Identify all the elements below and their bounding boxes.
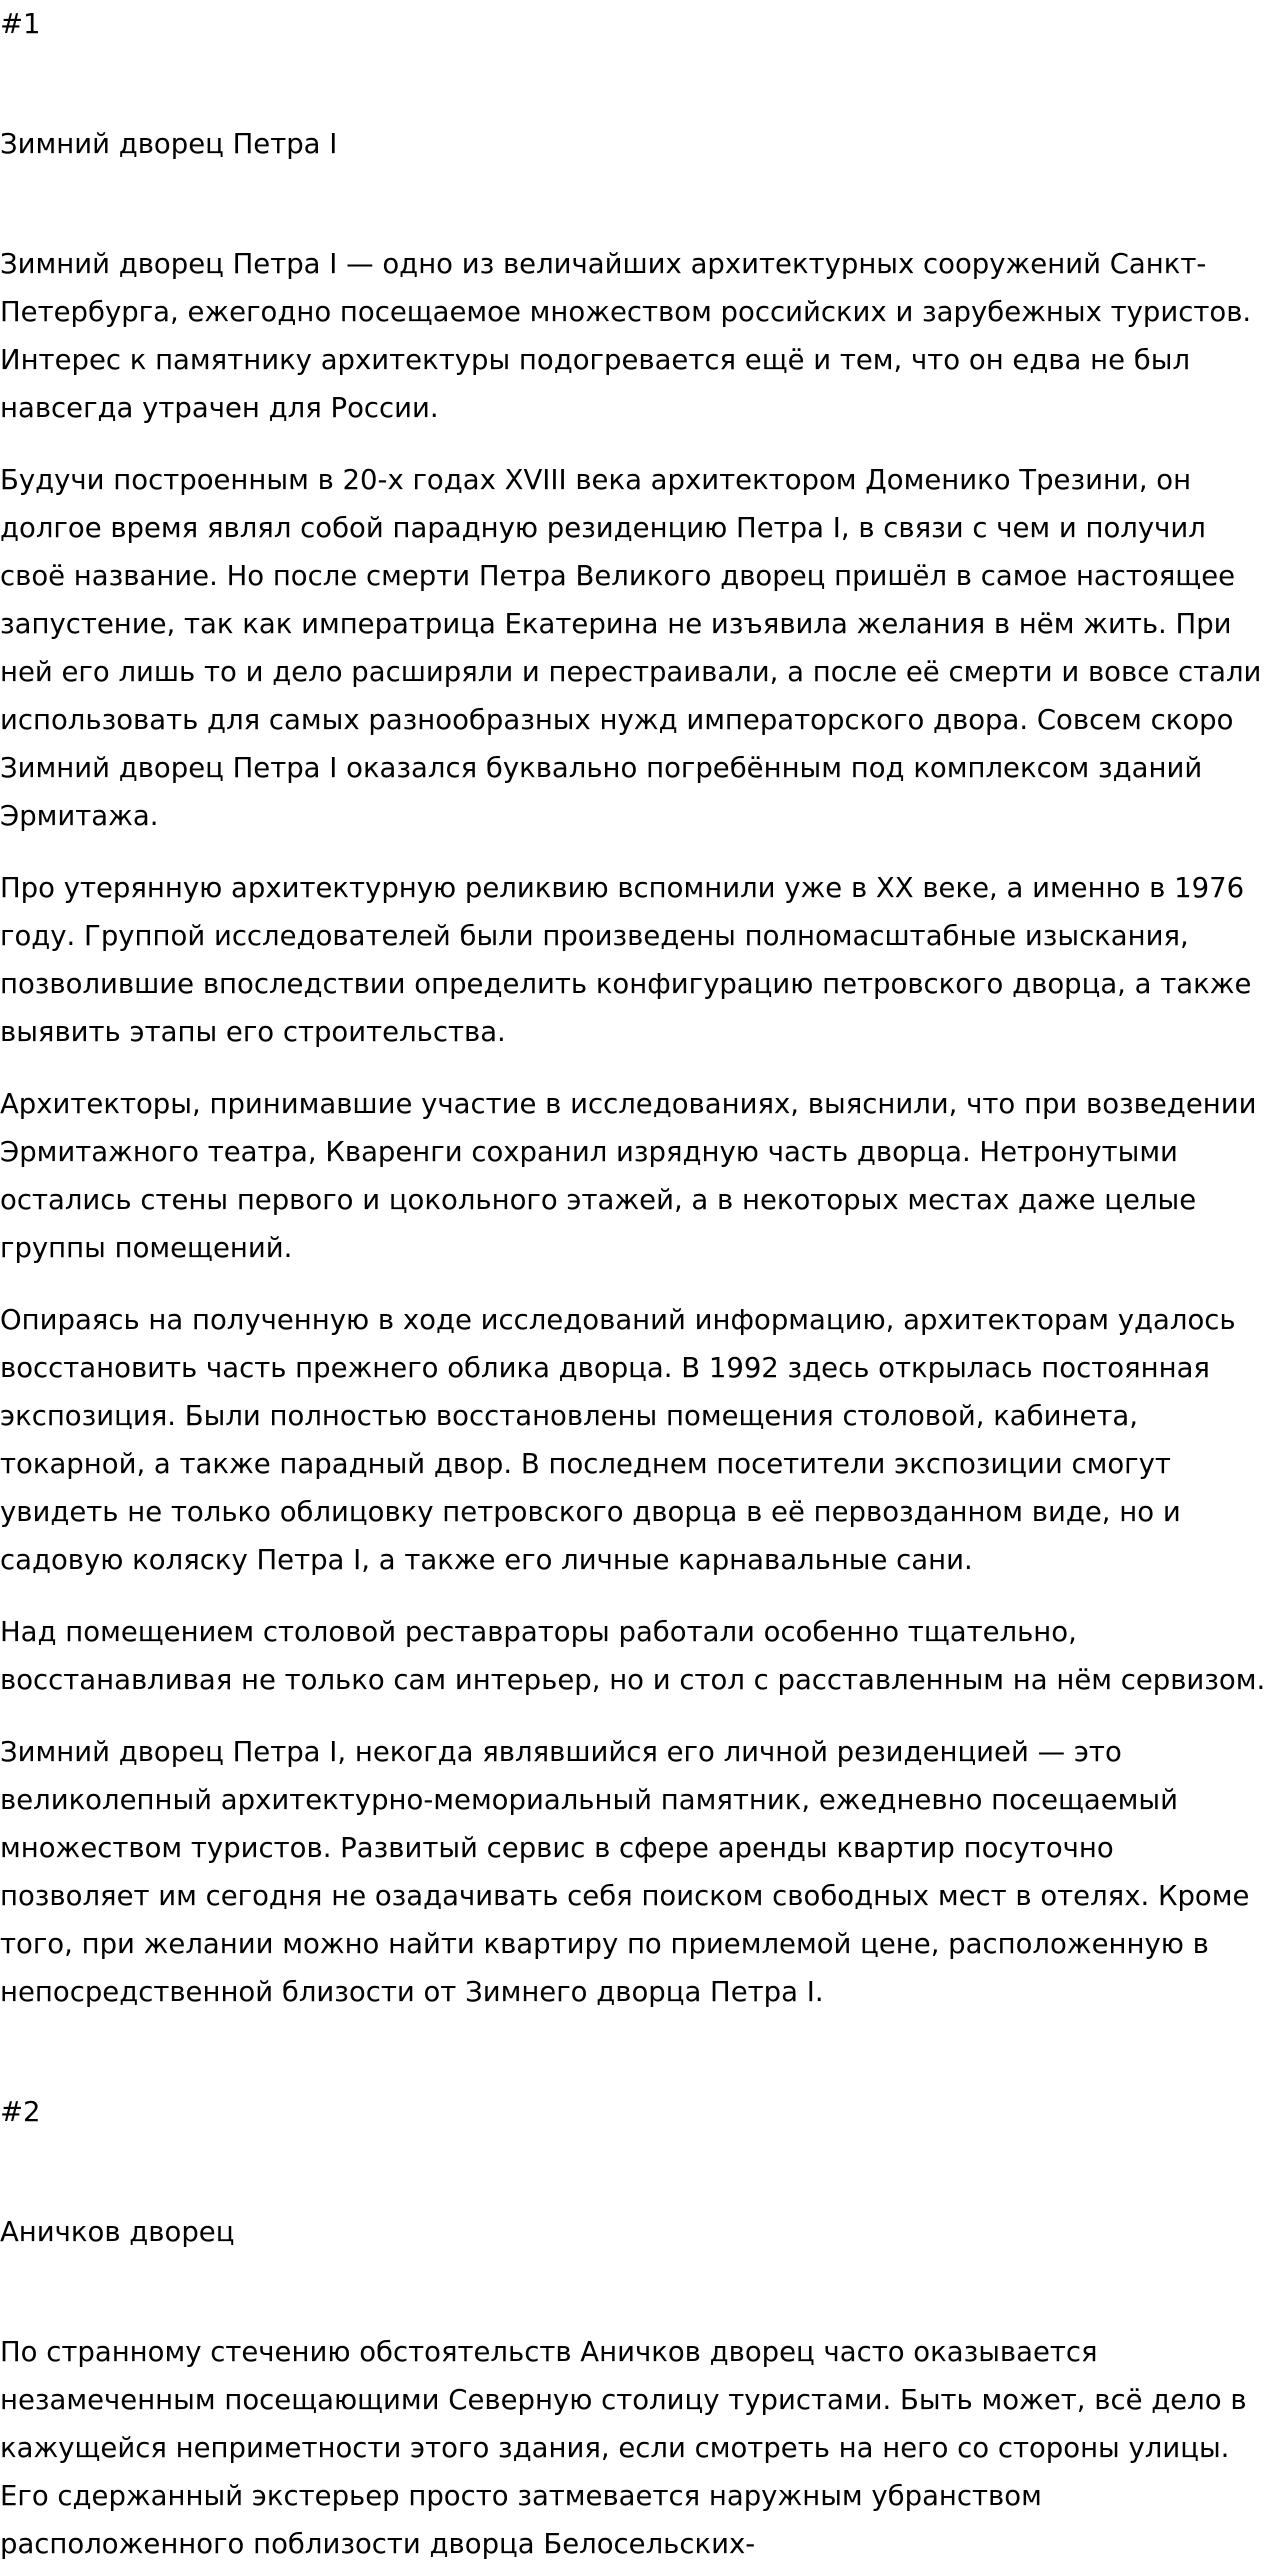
paragraph: Над помещением столовой реставраторы работали особенно тщательно, восстанавливая не только сам интерьер, но и стол с расставленным на нём сервизом. bbox=[0, 1616, 1266, 1696]
section-2 bbox=[0, 2088, 1270, 2568]
section-title: Аничков дворец bbox=[0, 2216, 235, 2248]
paragraph: Архитекторы, принимавшие участие в исследованиях, выяснили, что при возведении Эрмитажного театра, Кваренги сохранил изрядную часть дворца. Нетронутыми остались стены первого и цокольного этажей, а в некоторых местах даже целые группы помещений. bbox=[0, 1088, 1257, 1264]
paragraph: Зимний дворец Петра I, некогда являвшийся его личной резиденцией — это великолепный архитектурно-мемориальный памятник, ежедневно посещаемый множеством туристов. Развитый сервис в сфере аренды квартир посуточно позволяет им сегодня не озадачивать себя поиском свободных мест в отелях. Кроме того, при желании можно найти квартиру по приемлемой цене, расположенную в непосредственной близости от Зимнего дворца Петра I. bbox=[0, 1736, 1250, 2008]
paragraph: Будучи построенным в 20-х годах XVIII века архитектором Доменико Трезини, он долгое время являл собой парадную резиденцию Петра I, в связи с чем и получил своё название. Но после смерти Петра Великого дворец пришёл в самое настоящее запустение, так как императрица Екатерина не изъявила желания в нём жить. При ней его лишь то и дело расширяли и перестраивали, а после её смерти и вовсе стали использовать для самых разнообразных нужд императорского двора. Совсем скоро Зимний дворец Петра I оказался буквально погребённым под комплексом зданий Эрмитажа. bbox=[0, 464, 1262, 832]
paragraph: Опираясь на полученную в ходе исследований информацию, архитекторам удалось восстановить часть прежнего облика дворца. В 1992 здесь открылась постоянная экспозиция. Были полностью восстановлены помещения столовой, кабинета, токарной, а также парадный двор. В последнем посетители экспозиции смогут увидеть не только облицовку петровского дворца в её первозданном виде, но и садовую коляску Петра I, а также его личные карнавальные сани. bbox=[0, 1304, 1236, 1576]
section-number: #1 bbox=[0, 8, 41, 40]
section-title: Зимний дворец Петра I bbox=[0, 128, 338, 160]
paragraph: Про утерянную архитектурную реликвию вспомнили уже в XX веке, а именно в 1976 году. Группой исследователей были произведены полномасштабные изыскания, позволившие впоследствии определить конфигурацию петровского дворца, а также выявить этапы его строительства. bbox=[0, 872, 1252, 1048]
paragraph: Зимний дворец Петра I — одно из величайших архитектурных сооружений Санкт-Петербурга, ежегодно посещаемое множеством российских и зарубежных туристов. Интерес к памятнику архитектуры подогревается ещё и тем, что он едва не был навсегда утрачен для России. bbox=[0, 248, 1252, 424]
section-number: #2 bbox=[0, 2096, 41, 2128]
paragraph: По странному стечению обстоятельств Аничков дворец часто оказывается незамеченным посещающими Северную столицу туристами. Быть может, всё дело в кажущейся неприметности этого здания, если смотреть на него со стороны улицы. Его сдержанный экстерьер просто затмевается наружным убранством расположенного поблизости дворца Белосельских- bbox=[0, 2336, 1247, 2560]
